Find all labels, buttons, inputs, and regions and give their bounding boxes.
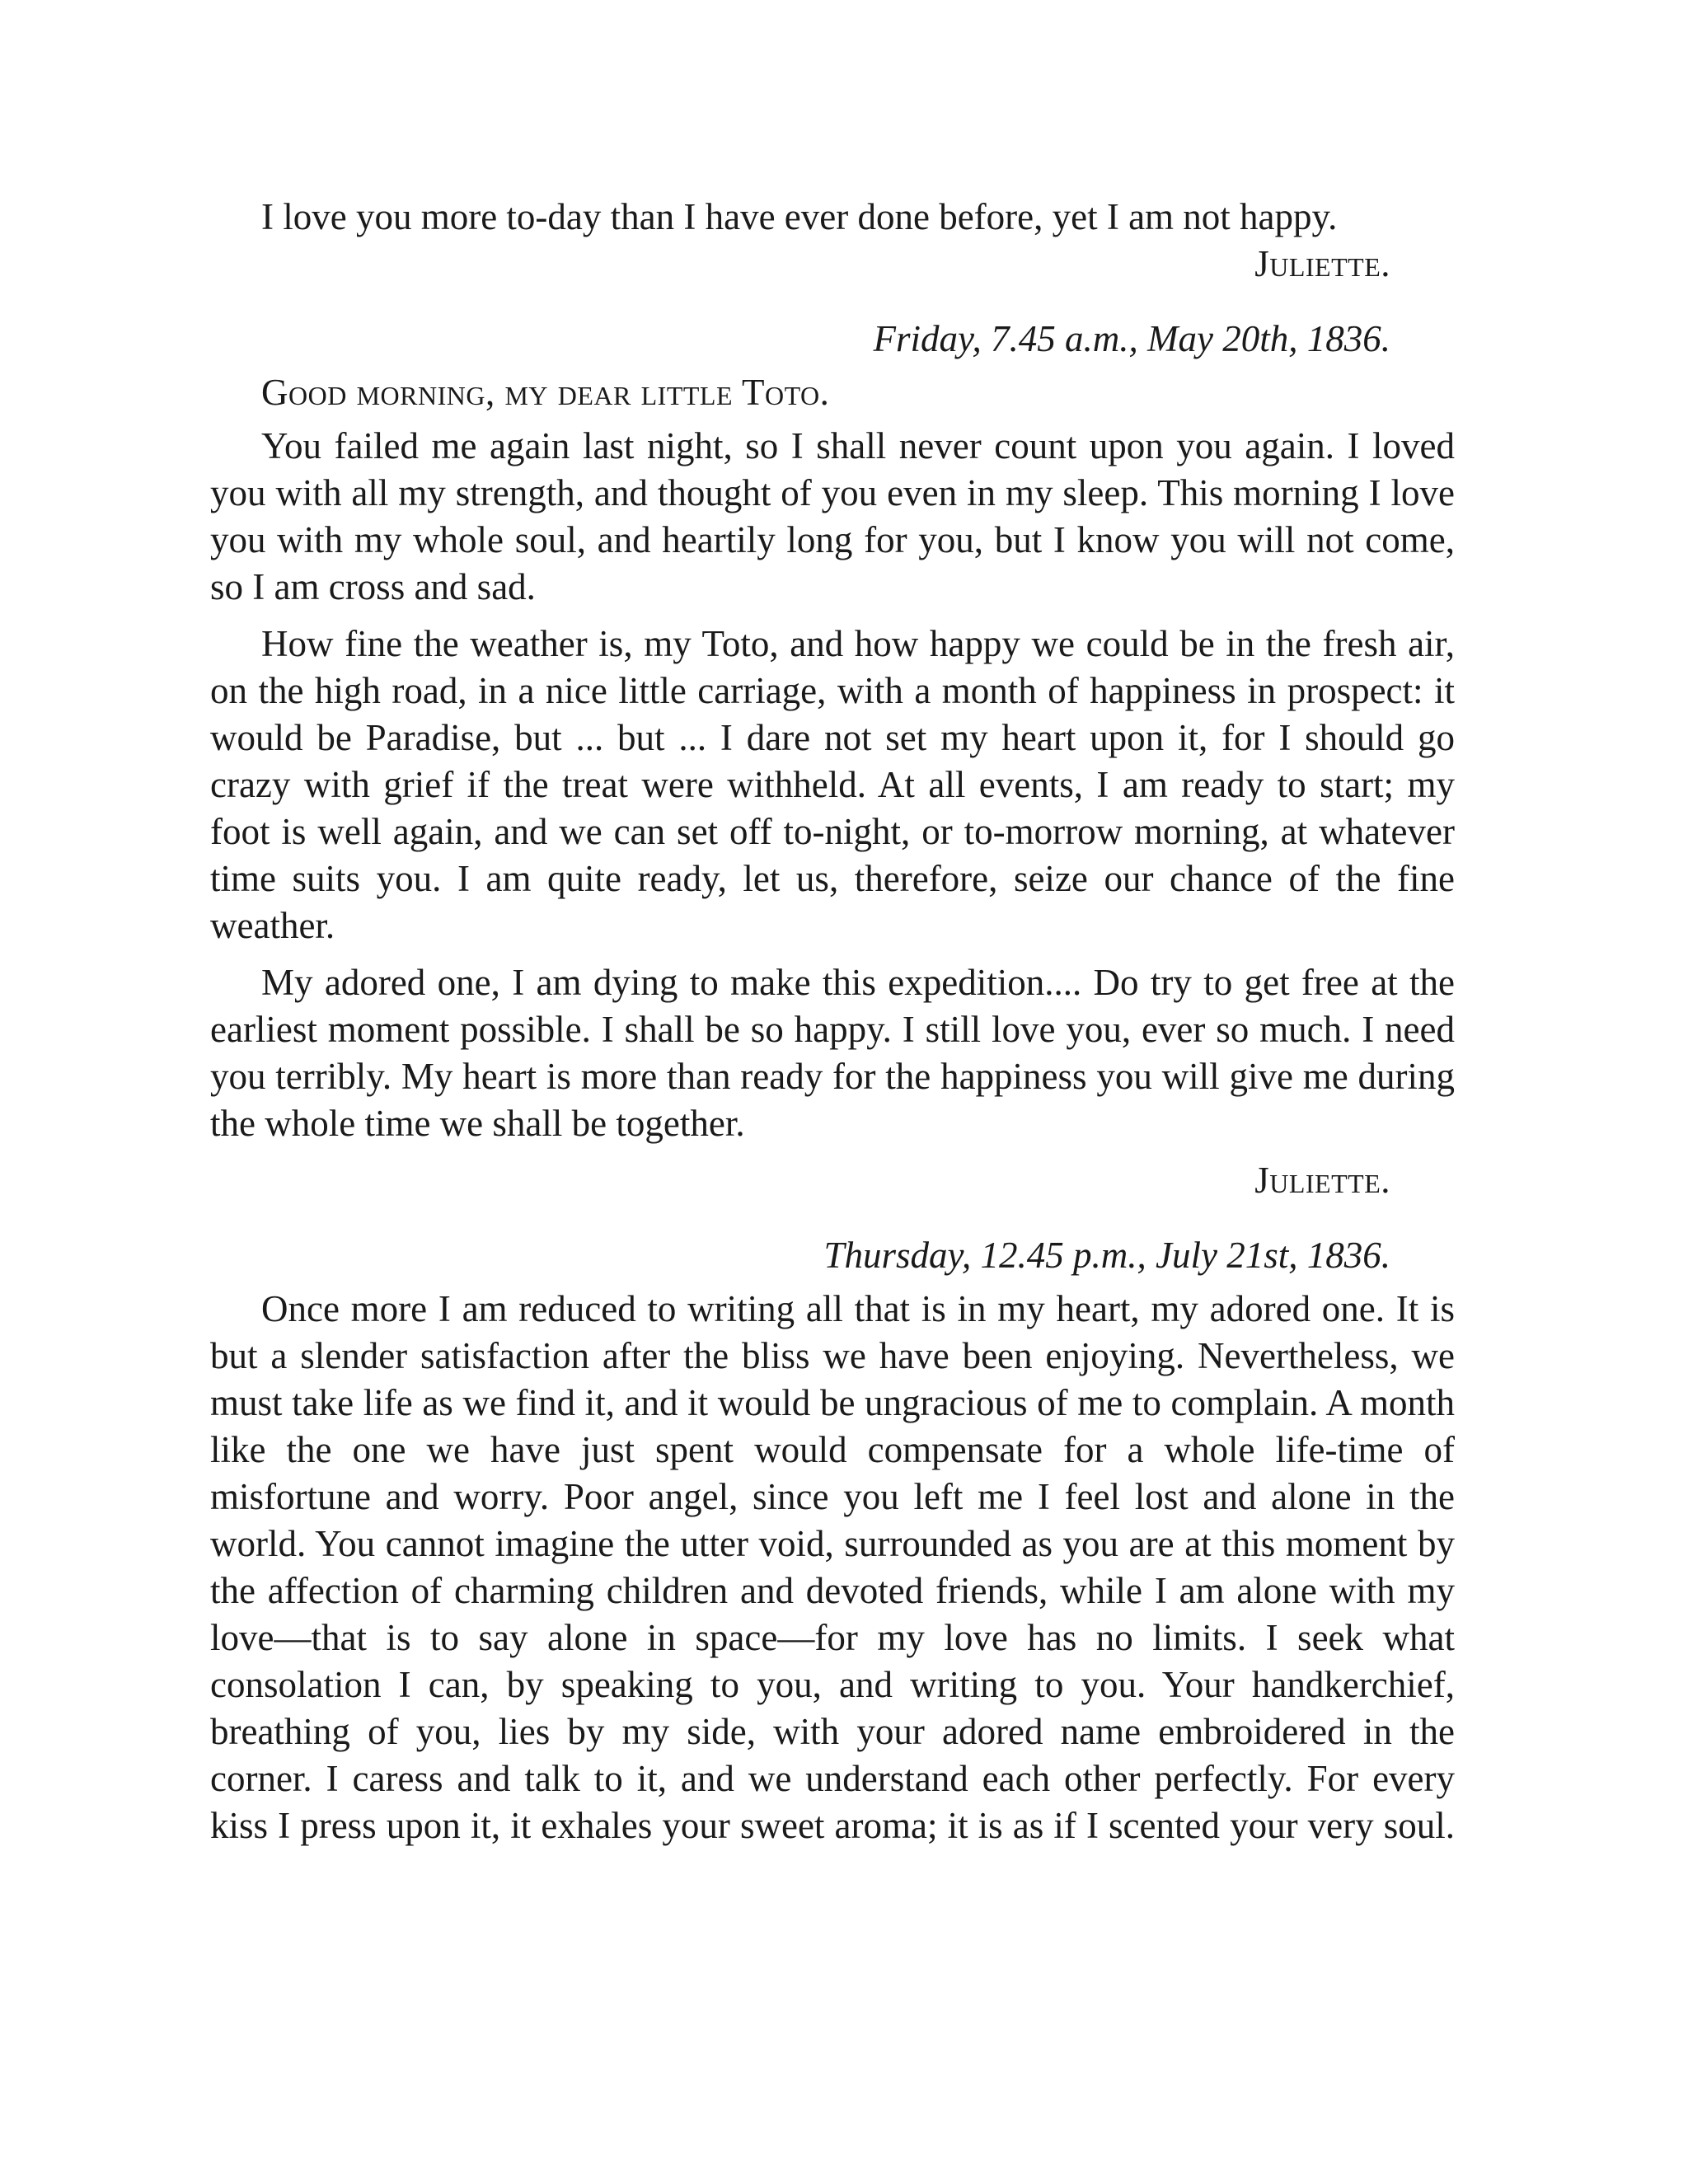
letter-dateline: Friday, 7.45 a.m., May 20th, 1836. (873, 318, 1390, 359)
letter-greeting: Good morning, my dear little Toto. (261, 372, 830, 413)
letter-paragraph: Once more I am reduced to writing all that is in my heart, my adored one. It is but a slender satisfaction after the bliss we have been enjoying. Nevertheless, we must take life as we find it, and it would be ungracious of me to complain. A month like the one we have just spent would compensate for a whole life-time of misfortune and worry. Poor angel, since you left me I feel lost and alone in the world. You cannot imagine the utter void, surrounded as you are at this moment by the affection of charming children and devoted friends, while I am alone with my love—that is to say alone in space—for my love has no limits. I seek what consolation I can, by speaking to you, and writing to you. Your handkerchief, breathing of you, lies by my side, with your adored name embroidered in the corner. I caress and talk to it, and we understand each other perfectly. For every kiss I press upon it, it exhales your sweet aroma; it is as if I scented your very soul. (210, 1288, 1455, 1846)
signature: Juliette. (1254, 243, 1390, 284)
letter-dateline: Thursday, 12.45 p.m., July 21st, 1836. (823, 1235, 1390, 1276)
spacer (210, 1147, 1455, 1157)
closing-line: I love you more to-day than I have ever done before, yet I am not happy. (261, 196, 1338, 237)
spacer (210, 416, 1455, 423)
spacer (210, 1279, 1455, 1286)
letter-paragraph: You failed me again last night, so I shall never count upon you again. I loved you with all my strength, and thought of you even in my sleep. This morning I love you with my whole soul, and heartily long for you, but I know you will not come, so I am cross and sad. (210, 425, 1455, 607)
spacer (210, 1204, 1455, 1232)
letter-paragraph: My adored one, I am dying to make this expedition.... Do try to get free at the earliest moment possible. I shall be so happy. I still love you, ever so much. I need you terribly. My heart is more than ready for the happiness you will give me during the whole time we shall be together. (210, 962, 1455, 1144)
signature: Juliette. (1254, 1160, 1390, 1201)
letter-paragraph: How fine the weather is, my Toto, and how happy we could be in the fresh air, on the high road, in a nice little carriage, with a month of happiness in prospect: it would be Paradise, but ... but ... I dare not set my heart upon it, for I should go crazy with grief if the treat were withheld. At all events, I am ready to start; my foot is well again, and we can set off to-night, or to-morrow morning, at whatever time suits you. I am quite ready, let us, therefore, seize our chance of the fine weather. (210, 623, 1455, 946)
spacer (210, 363, 1455, 369)
spacer (210, 288, 1455, 316)
book-page (210, 194, 1455, 1849)
